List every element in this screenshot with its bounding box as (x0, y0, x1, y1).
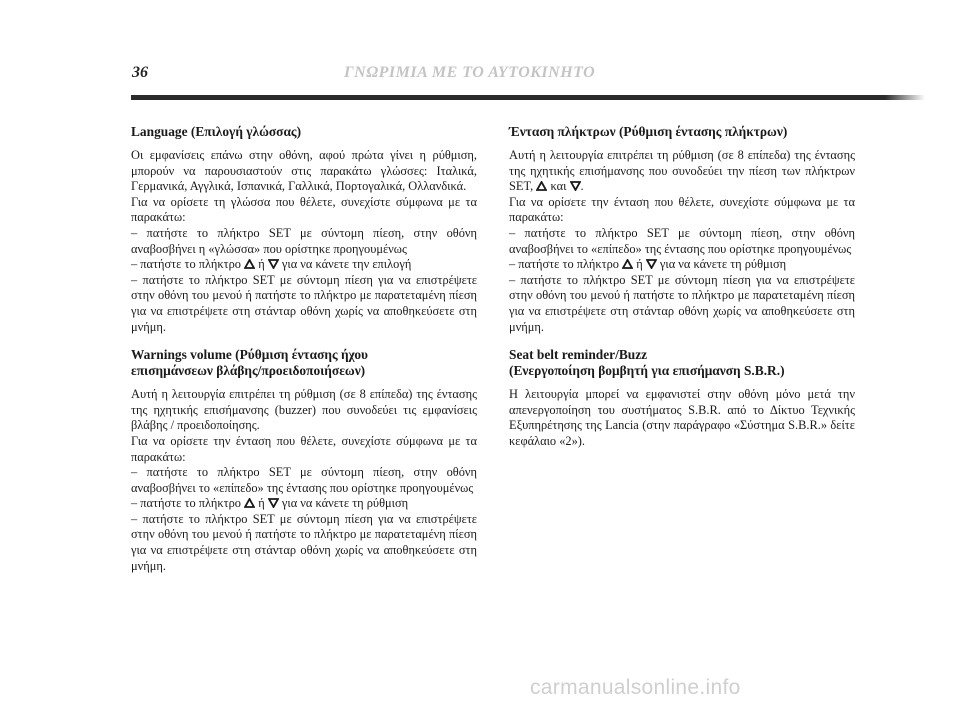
warnings-step-2-post: για να κάνετε τη ρύθμιση (281, 496, 409, 511)
language-step-2-post: για να κάνετε την επιλογή (281, 257, 412, 272)
keys-body (509, 148, 855, 335)
watermark: carmanualsonline.info (530, 676, 741, 699)
keys-step-1: – πατήστε το πλήκτρο SET με σύντομη πίεση, στην οθόνη αναβοσβήνει το «επίπεδο» της έντασης που ορίστηκε προηγουμένως (509, 225, 855, 256)
running-title: ΓΝΩΡΙΜΙΑ ΜΕ ΤΟ ΑΥΤΟΚΙΝΗΤΟ (344, 64, 596, 81)
warnings-step-1: – πατήστε το πλήκτρο SET με σύντομη πίεση, στην οθόνη αναβοσβήνει το «επίπεδο» της έντασης που ορίστηκε προηγουμένως (131, 465, 477, 495)
warnings-section (131, 347, 477, 574)
warnings-step-2-pre: – πατήστε το πλήκτρο (131, 496, 241, 511)
seatbelt-section (509, 347, 855, 449)
seatbelt-heading (509, 347, 855, 379)
keys-step-2-post: για να κάνετε τη ρύθμιση (659, 257, 787, 272)
down-triangle-icon (646, 259, 657, 269)
language-step-2 (131, 257, 477, 273)
left-column (131, 124, 477, 586)
page-number: 36 (132, 64, 148, 81)
header-rule (131, 95, 885, 100)
language-step-2-or: ή (258, 257, 265, 272)
keys-intro-and: και (550, 179, 567, 194)
language-intro: Οι εμφανίσεις επάνω στην οθόνη, αφού πρώτα γίνει η ρύθμιση, μπορούν να παρουσιαστούν στις παρακάτω γλώσσες: Ιταλικά, Γερμανικά, Αγγλικά, Ισπανικά, Γαλλικά, Πορτογαλικά, Ολλανδικά. (131, 148, 477, 194)
keys-step-2 (509, 257, 855, 273)
language-step-1: – πατήστε το πλήκτρο SET με σύντομη πίεση, στην οθόνη αναβοσβήνει η «γλώσσα» που ορίστηκε προηγουμένως (131, 225, 477, 256)
language-step-2-pre: – πατήστε το πλήκτρο (131, 257, 241, 272)
page-header (132, 64, 832, 94)
keys-step-2-pre: – πατήστε το πλήκτρο (509, 257, 619, 272)
seatbelt-heading-line-1: Seat belt reminder/Buzz (509, 347, 648, 363)
seatbelt-heading-line-2: (Ενεργοποίηση βομβητή για επισήμανση S.B.R.) (509, 363, 785, 379)
up-triangle-icon (244, 259, 255, 269)
warnings-heading-line-1: Warnings volume (Ρύθμιση έντασης ήχου (131, 347, 369, 363)
down-triangle-icon (268, 259, 279, 269)
warnings-body (131, 387, 477, 574)
keys-intro (509, 148, 855, 195)
keys-step-3: – πατήστε το πλήκτρο SET με σύντομη πίεση για να επιστρέψετε στην οθόνη του μενού ή πατήστε το πλήκτρο με παρατεταμένη πίεση για να επιστρέψετε στη στάνταρ οθόνη χωρίς να αποθηκεύσετε στη μνήμη. (509, 272, 855, 334)
language-step-3: – πατήστε το πλήκτρο SET με σύντομη πίεση για να επιστρέψετε στην οθόνη του μενού ή πατήστε το πλήκτρο με παρατεταμένη πίεση για να επιστρέψετε στη στάνταρ οθόνη χωρίς να αποθηκεύσετε στη μνήμη. (131, 272, 477, 334)
keys-instruction: Για να ορίσετε την ένταση που θέλετε, συνεχίστε σύμφωνα με τα παρακάτω: (509, 194, 855, 225)
warnings-instruction: Για να ορίσετε την ένταση που θέλετε, συνεχίστε σύμφωνα με τα παρακάτω: (131, 433, 477, 464)
language-instruction: Για να ορίσετε τη γλώσσα που θέλετε, συνεχίστε σύμφωνα με τα παρακάτω: (131, 194, 477, 225)
keys-section (509, 124, 855, 335)
seatbelt-text: Η λειτουργία μπορεί να εμφανιστεί στην οθόνη μόνο μετά την απενεργοποίηση του συστήματος S.B.R. από το Δίκτυο Τεχνικής Εξυπηρέτησης της Lancia (στην παράγραφο «Σύστημα S.B.R.» δείτε κεφάλαιο «2»). (509, 387, 855, 448)
language-section (131, 124, 477, 335)
up-triangle-icon (536, 181, 547, 191)
warnings-intro: Αυτή η λειτουργία επιτρέπει τη ρύθμιση (σε 8 επίπεδα) της έντασης της ηχητικής επισήμανσης (buzzer) που συνοδεύει τις εμφανίσεις βλάβης / προειδοποίησης. (131, 387, 477, 433)
warnings-heading-line-2: επισημάνσεων βλάβης/προειδοποιήσεων) (131, 363, 366, 379)
warnings-step-3: – πατήστε το πλήκτρο SET με σύντομη πίεση για να επιστρέψετε στην οθόνη του μενού ή πατήστε το πλήκτρο με παρατεταμένη πίεση για να επιστρέψετε στη στάνταρ οθόνη χωρίς να αποθηκεύσετε στη μνήμη. (131, 511, 477, 573)
keys-intro-end: . (580, 179, 584, 194)
right-column (509, 124, 855, 462)
warnings-heading (131, 347, 477, 379)
keys-heading: Ένταση πλήκτρων (Ρύθμιση έντασης πλήκτρων) (509, 124, 788, 139)
up-triangle-icon (622, 259, 633, 269)
keys-step-2-or: ή (636, 257, 643, 272)
language-heading: Language (Επιλογή γλώσσας) (131, 124, 302, 139)
warnings-step-2-or: ή (258, 496, 265, 511)
keys-intro-text: Αυτή η λειτουργία επιτρέπει τη ρύθμιση (σε 8 επίπεδα) της έντασης της ηχητικής επισήμανσης που συνοδεύει την πίεση των πλήκτρων SET, (509, 148, 855, 194)
language-body (131, 148, 477, 335)
down-triangle-icon (570, 181, 581, 191)
up-triangle-icon (244, 498, 255, 508)
seatbelt-body (509, 387, 855, 449)
warnings-step-2 (131, 496, 477, 512)
down-triangle-icon (268, 498, 279, 508)
